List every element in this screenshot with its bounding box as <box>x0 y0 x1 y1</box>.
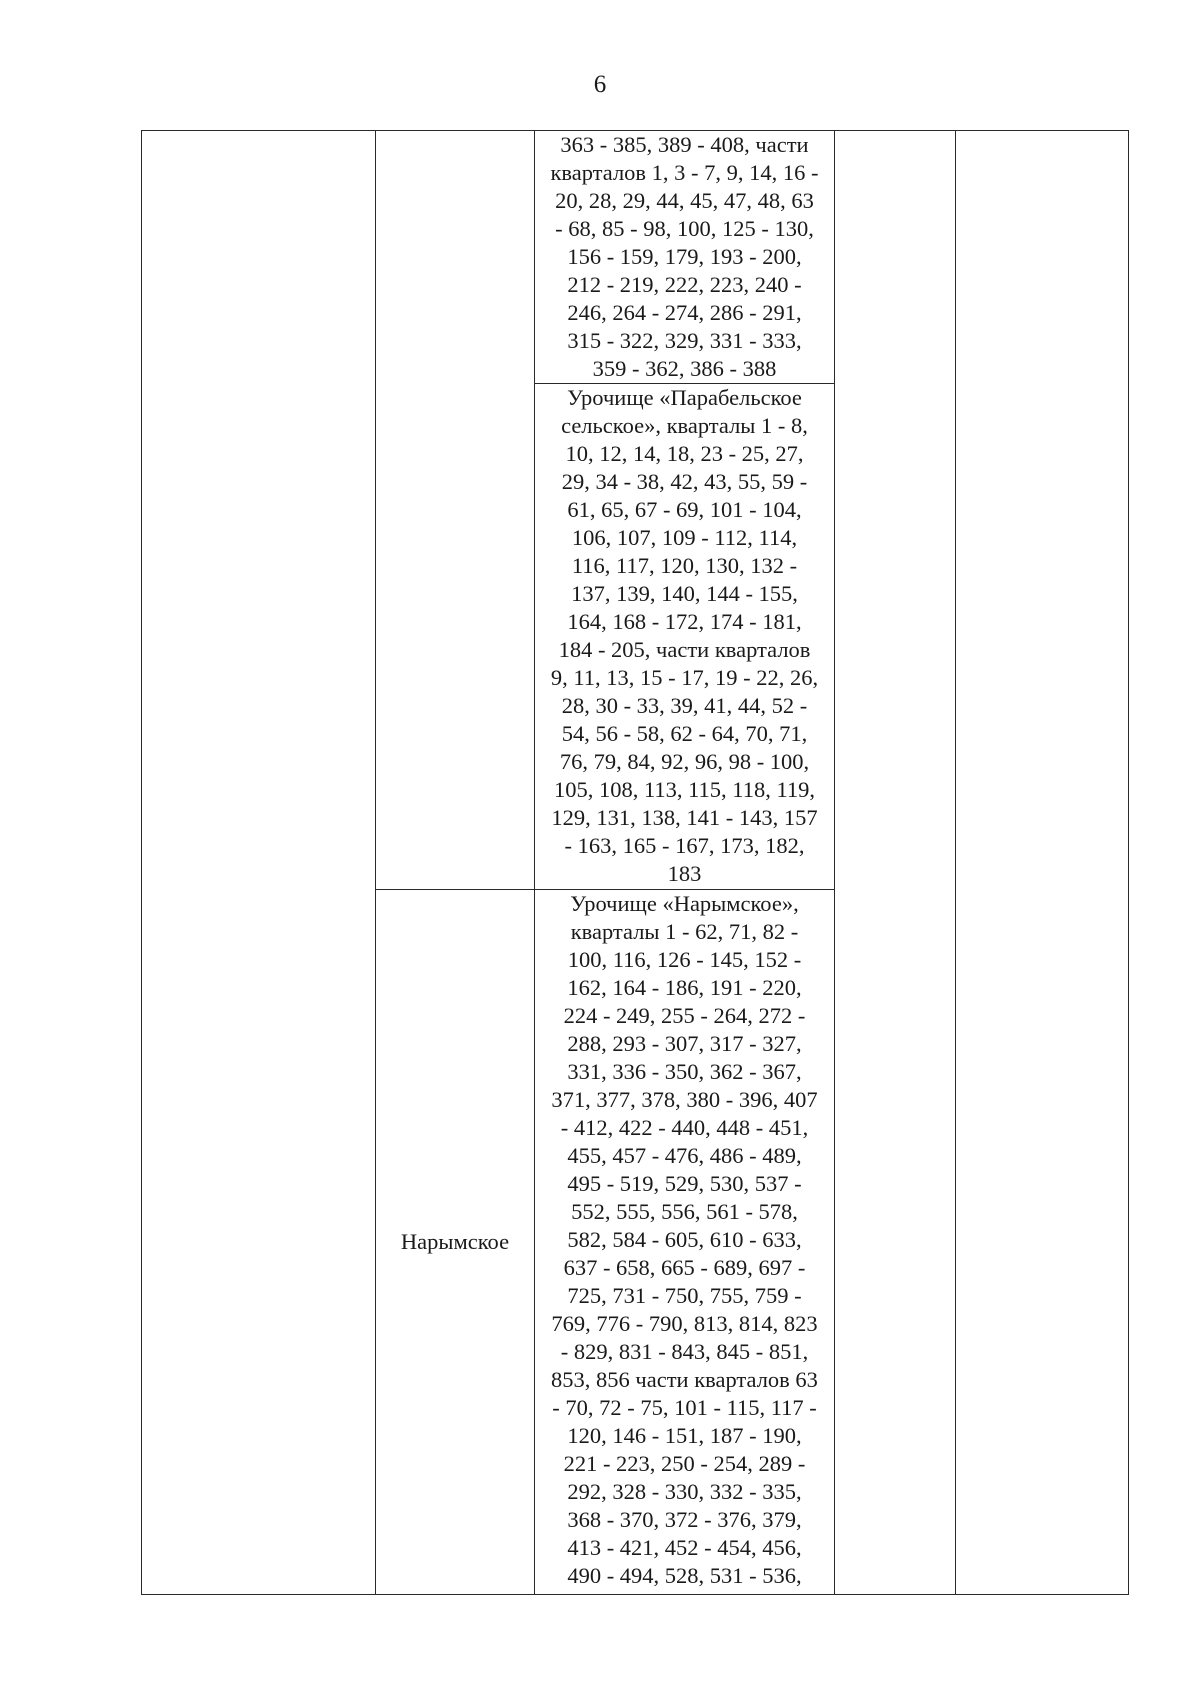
quarters-cell <box>535 890 835 1595</box>
quarters-line: - 163, 165 - 167, 173, 182, <box>564 833 805 858</box>
col4-cell <box>835 131 956 1595</box>
quarters-line: 552, 555, 556, 561 - 578, <box>571 1199 798 1224</box>
page-number: 6 <box>593 71 607 98</box>
quarters-line: 292, 328 - 330, 332 - 335, <box>567 1479 802 1504</box>
quarters-line: 164, 168 - 172, 174 - 181, <box>567 609 802 634</box>
quarters-line: 331, 336 - 350, 362 - 367, <box>567 1059 802 1084</box>
quarters-line: 156 - 159, 179, 193 - 200, <box>567 244 802 269</box>
quarters-line: 10, 12, 14, 18, 23 - 25, 27, <box>565 441 804 466</box>
quarters-line: 637 - 658, 665 - 689, 697 - <box>563 1255 806 1280</box>
quarters-line: 315 - 322, 329, 331 - 333, <box>567 328 802 353</box>
quarters-line: 183 <box>667 861 702 886</box>
quarters-line: 61, 65, 67 - 69, 101 - 104, <box>567 497 802 522</box>
quarters-line: 54, 56 - 58, 62 - 64, 70, 71, <box>561 721 808 746</box>
col5-cell <box>956 131 1129 1595</box>
quarters-line: 413 - 421, 452 - 454, 456, <box>567 1535 802 1560</box>
quarters-cell <box>535 384 835 890</box>
quarters-line: 28, 30 - 33, 39, 41, 44, 52 - <box>561 693 808 718</box>
quarters-cell <box>535 131 835 384</box>
quarters-line: 371, 377, 378, 380 - 396, 407 <box>551 1087 818 1112</box>
quarters-line: 212 - 219, 222, 223, 240 - <box>567 272 802 297</box>
quarters-line: 120, 146 - 151, 187 - 190, <box>567 1423 802 1448</box>
quarters-line: 29, 34 - 38, 42, 43, 55, 59 - <box>561 469 808 494</box>
quarters-line: 224 - 249, 255 - 264, 272 - <box>563 1003 806 1028</box>
quarters-line: 100, 116, 126 - 145, 152 - <box>567 947 802 972</box>
quarters-line: 116, 117, 120, 130, 132 - <box>571 553 798 578</box>
quarters-line: - 70, 72 - 75, 101 - 115, 117 - <box>552 1395 817 1420</box>
quarters-line: 246, 264 - 274, 286 - 291, <box>567 300 802 325</box>
quarters-line: 76, 79, 84, 92, 96, 98 - 100, <box>559 749 810 774</box>
quarters-line: 221 - 223, 250 - 254, 289 - <box>563 1451 806 1476</box>
quarters-line: 105, 108, 113, 115, 118, 119, <box>553 777 816 802</box>
quarters-line: 368 - 370, 372 - 376, 379, <box>567 1507 802 1532</box>
quarters-line: 582, 584 - 605, 610 - 633, <box>567 1227 802 1252</box>
quarters-line: 9, 11, 13, 15 - 17, 19 - 22, 26, <box>550 665 819 690</box>
quarters-line: кварталы 1 - 62, 71, 82 - <box>570 919 799 944</box>
table-row <box>142 131 1129 384</box>
district-cell-narymskoe: Нарымское <box>376 890 535 1595</box>
quarters-line: 137, 139, 140, 144 - 155, <box>571 581 798 606</box>
quarters-line: 725, 731 - 750, 755, 759 - <box>567 1283 802 1308</box>
territory-table <box>141 130 1129 1595</box>
quarters-line: Урочище «Нарымское», <box>570 891 799 916</box>
quarters-line: - 829, 831 - 843, 845 - 851, <box>560 1339 809 1364</box>
quarters-line: 455, 457 - 476, 486 - 489, <box>567 1143 802 1168</box>
quarters-line: 288, 293 - 307, 317 - 327, <box>567 1031 802 1056</box>
quarters-line: 853, 856 части кварталов 63 <box>551 1367 818 1392</box>
quarters-line: 129, 131, 138, 141 - 143, 157 <box>551 805 818 830</box>
quarters-line: 20, 28, 29, 44, 45, 47, 48, 63 <box>555 188 814 213</box>
quarters-line: 359 - 362, 386 - 388 <box>592 356 777 381</box>
district-cell-upper <box>376 131 535 890</box>
quarters-line: 363 - 385, 389 - 408, части <box>560 132 809 157</box>
quarters-line: Урочище «Парабельское <box>567 385 802 410</box>
quarters-line: 495 - 519, 529, 530, 537 - <box>567 1171 802 1196</box>
quarters-line: кварталов 1, 3 - 7, 9, 14, 16 - <box>550 160 819 185</box>
quarters-line: сельское», кварталы 1 - 8, <box>561 413 808 438</box>
quarters-line: 769, 776 - 790, 813, 814, 823 <box>551 1311 818 1336</box>
quarters-line: - 412, 422 - 440, 448 - 451, <box>560 1115 809 1140</box>
quarters-line: 162, 164 - 186, 191 - 220, <box>567 975 802 1000</box>
quarters-line: - 68, 85 - 98, 100, 125 - 130, <box>555 216 814 241</box>
quarters-line: 490 - 494, 528, 531 - 536, <box>567 1563 802 1588</box>
col1-cell <box>142 131 376 1595</box>
quarters-line: 106, 107, 109 - 112, 114, <box>571 525 798 550</box>
quarters-line: 184 - 205, части кварталов <box>558 637 811 662</box>
